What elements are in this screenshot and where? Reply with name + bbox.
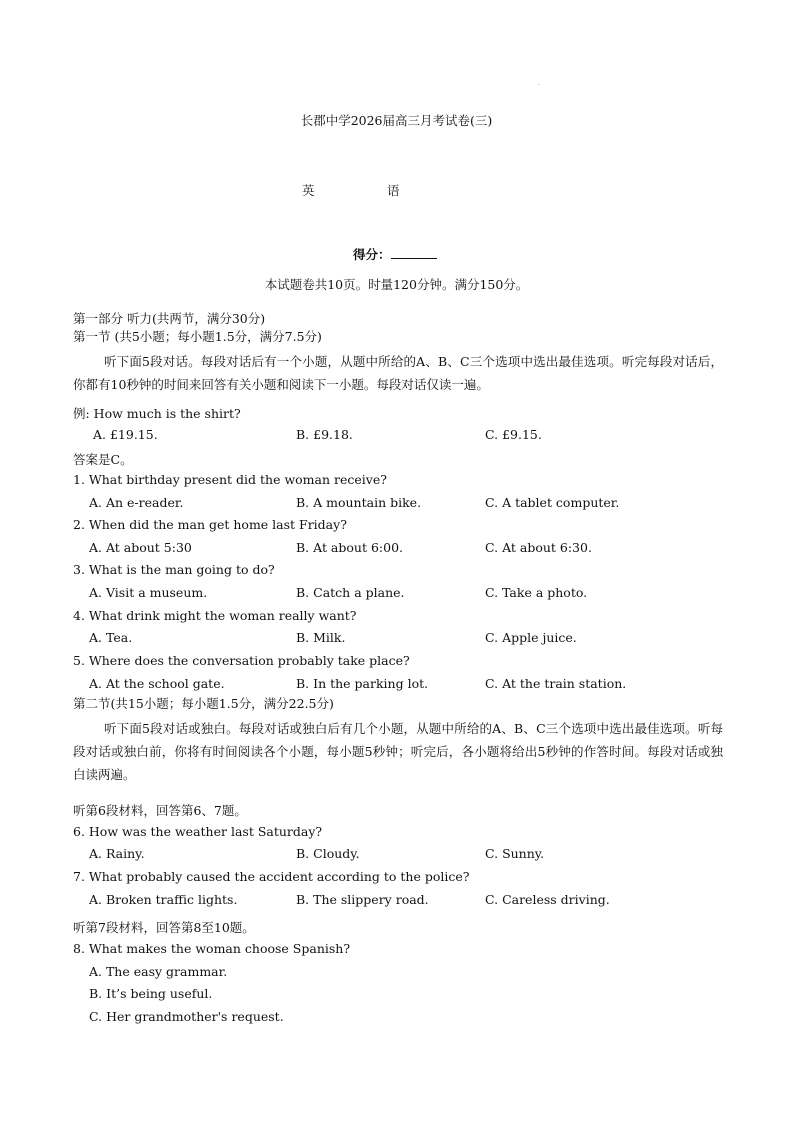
question-3-option-a: A. Visit a museum. (89, 585, 208, 600)
score-label: 得分： (353, 247, 391, 262)
question-7-option-c: C. Careless driving. (485, 892, 610, 907)
example-option-c: C. £9.15. (485, 427, 542, 442)
exam-info: 本试题卷共10页。时量120分钟。满分150分。 (264, 277, 529, 292)
question-5-option-c: C. At the train station. (485, 676, 627, 691)
question-8: 8. What makes the woman choose Spanish? (73, 941, 351, 956)
question-2-option-b: B. At about 6:00. (296, 540, 404, 555)
question-2-option-c: C. At about 6:30. (485, 540, 592, 555)
section1-instructions: 听下面5段对话。每段对话后有一个小题，从题中所给的A、B、C三个选项中选出最佳选项。听完每段对话后，你都有10秒钟的时间来回答有关小题和阅读下一小题。每段对话仅读一遍。 (73, 354, 723, 392)
question-8-option-c: C. Her grandmother's request. (89, 1009, 284, 1024)
question-5: 5. Where does the conversation probably take place? (73, 653, 410, 668)
question-3-option-c: C. Take a photo. (485, 585, 588, 600)
question-4-option-a: A. Tea. (89, 630, 133, 645)
question-6-option-c: C. Sunny. (485, 846, 545, 861)
question-5-option-a: A. At the school gate. (89, 676, 225, 691)
part1-title: 第一部分 听力(共两节，满分30分) (73, 311, 266, 326)
question-8-option-b: B. It’s being useful. (89, 986, 213, 1001)
exam-title: 长郡中学2026届高三月考试卷(三) (300, 113, 493, 128)
scan-dot (538, 84, 539, 85)
question-1: 1. What birthday present did the woman receive? (73, 472, 387, 487)
section2-title: 第二节(共15小题；每小题1.5分，满分22.5分) (73, 696, 334, 711)
question-4-option-b: B. Milk. (296, 630, 346, 645)
question-8-option-a: A. The easy grammar. (89, 964, 228, 979)
score-blank (391, 248, 437, 259)
question-2: 2. When did the man get home last Friday? (73, 517, 347, 532)
example-option-a: A. £19.15. (93, 427, 158, 442)
question-7-option-a: A. Broken traffic lights. (89, 892, 238, 907)
question-7-option-b: B. The slippery road. (296, 892, 429, 907)
question-3-option-b: B. Catch a plane. (296, 585, 405, 600)
question-3: 3. What is the man going to do? (73, 562, 275, 577)
example-option-b: B. £9.18. (296, 427, 353, 442)
example-question: 例: How much is the shirt? (73, 406, 241, 421)
subject-char-1: 英 (302, 183, 315, 198)
question-5-option-b: B. In the parking lot. (296, 676, 429, 691)
material-7-note: 听第7段材料，回答第8至10题。 (73, 920, 255, 935)
question-4-option-c: C. Apple juice. (485, 630, 577, 645)
question-2-option-a: A. At about 5:30 (89, 540, 192, 555)
question-6-option-b: B. Cloudy. (296, 846, 360, 861)
question-6: 6. How was the weather last Saturday? (73, 824, 323, 839)
section2-instructions: 听下面5段对话或独白。每段对话或独白后有几个小题，从题中所给的A、B、C三个选项中选出最佳选项。听每段对话或独白前，你将有时间阅读各个小题，每小题5秒钟；听完后，各小题将给出5秒钟的作答时间。每段对话或独白读两遍。 (73, 721, 723, 782)
material-6-note: 听第6段材料，回答第6、7题。 (73, 803, 247, 818)
question-7: 7. What probably caused the accident according to the police? (73, 869, 470, 884)
example-answer: 答案是C。 (73, 452, 133, 467)
subject-char-2: 语 (387, 183, 400, 198)
question-1-option-b: B. A mountain bike. (296, 495, 422, 510)
question-1-option-c: C. A tablet computer. (485, 495, 620, 510)
question-1-option-a: A. An e-reader. (89, 495, 184, 510)
score-field (353, 245, 437, 263)
question-4: 4. What drink might the woman really want? (73, 608, 357, 623)
question-6-option-a: A. Rainy. (89, 846, 145, 861)
section1-title: 第一节 (共5小题；每小题1.5分，满分7.5分) (73, 329, 322, 344)
